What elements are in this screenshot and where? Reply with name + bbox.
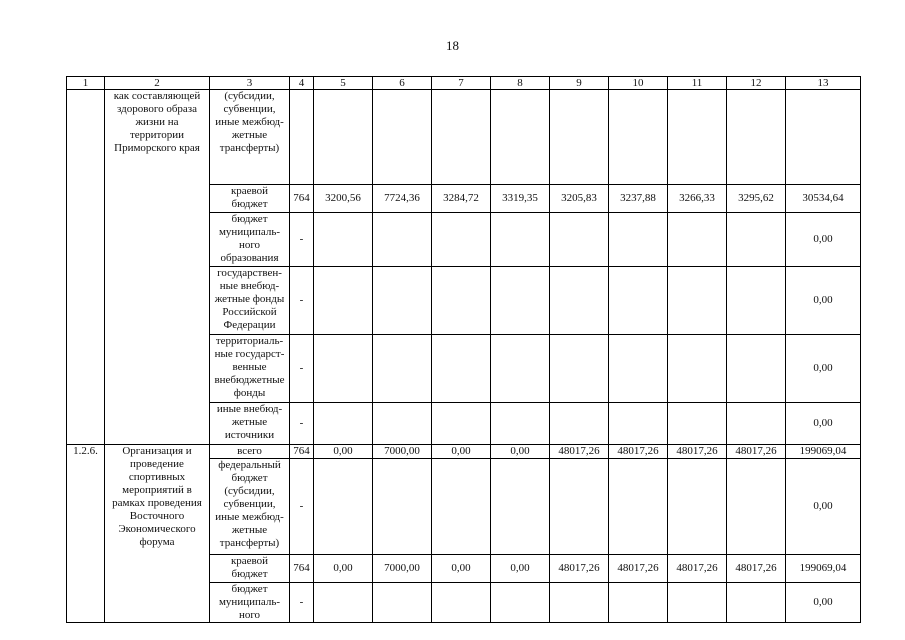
value-cell xyxy=(314,583,373,623)
value-cell xyxy=(314,213,373,267)
column-header: 11 xyxy=(668,77,727,90)
value-cell: 0,00 xyxy=(786,267,861,335)
value-cell: 48017,26 xyxy=(668,445,727,459)
value-cell: 0,00 xyxy=(491,445,550,459)
value-cell: 48017,26 xyxy=(727,445,786,459)
value-cell: 0,00 xyxy=(786,403,861,445)
value-cell xyxy=(727,335,786,403)
code-cell: - xyxy=(290,459,314,555)
value-cell xyxy=(314,335,373,403)
value-cell xyxy=(432,213,491,267)
value-cell xyxy=(550,583,609,623)
column-header: 12 xyxy=(727,77,786,90)
value-cell xyxy=(373,90,432,185)
value-cell xyxy=(432,583,491,623)
value-cell: 7724,36 xyxy=(373,185,432,213)
value-cell xyxy=(432,403,491,445)
value-cell: 48017,26 xyxy=(550,445,609,459)
value-cell xyxy=(727,583,786,623)
value-cell: 0,00 xyxy=(314,555,373,583)
funding-source-cell: бюджет муниципаль- ного xyxy=(210,583,290,623)
funding-source-cell: государствен- ные внебюд- жетные фонды Российской Федерации xyxy=(210,267,290,335)
value-cell xyxy=(432,90,491,185)
value-cell: 199069,04 xyxy=(786,445,861,459)
value-cell xyxy=(609,403,668,445)
value-cell: 0,00 xyxy=(314,445,373,459)
value-cell: 48017,26 xyxy=(668,555,727,583)
code-cell: 764 xyxy=(290,185,314,213)
value-cell xyxy=(609,90,668,185)
value-cell: 48017,26 xyxy=(609,445,668,459)
value-cell: 3200,56 xyxy=(314,185,373,213)
value-cell: 0,00 xyxy=(432,445,491,459)
funding-source-cell: иные внебюд- жетные источники xyxy=(210,403,290,445)
code-cell: - xyxy=(290,583,314,623)
item-number-cell xyxy=(67,90,105,445)
code-cell: - xyxy=(290,335,314,403)
value-cell xyxy=(550,267,609,335)
value-cell xyxy=(314,459,373,555)
value-cell xyxy=(550,403,609,445)
code-cell: 764 xyxy=(290,555,314,583)
funding-source-cell: краевой бюджет xyxy=(210,555,290,583)
funding-source-cell: (субсидии, субвенции, иные межбюд- жетные трансферты) xyxy=(210,90,290,185)
value-cell xyxy=(727,90,786,185)
code-cell: - xyxy=(290,213,314,267)
value-cell: 48017,26 xyxy=(727,555,786,583)
value-cell: 3295,62 xyxy=(727,185,786,213)
item-name-cell: как составляющей здорового образа жизни на территории Приморского края xyxy=(105,90,210,445)
column-header: 4 xyxy=(290,77,314,90)
value-cell xyxy=(314,90,373,185)
value-cell xyxy=(727,213,786,267)
value-cell xyxy=(432,267,491,335)
value-cell xyxy=(491,403,550,445)
value-cell xyxy=(609,583,668,623)
page-number: 18 xyxy=(446,38,459,53)
value-cell: 48017,26 xyxy=(609,555,668,583)
value-cell xyxy=(727,403,786,445)
value-cell xyxy=(373,459,432,555)
value-cell: 0,00 xyxy=(786,335,861,403)
value-cell: 0,00 xyxy=(432,555,491,583)
code-cell xyxy=(290,90,314,185)
funding-source-cell: территориаль- ные государст- венные внебюджетные фонды xyxy=(210,335,290,403)
code-cell: 764 xyxy=(290,445,314,459)
column-header: 3 xyxy=(210,77,290,90)
column-header: 10 xyxy=(609,77,668,90)
value-cell: 3284,72 xyxy=(432,185,491,213)
value-cell xyxy=(609,335,668,403)
value-cell: 3266,33 xyxy=(668,185,727,213)
column-header: 9 xyxy=(550,77,609,90)
value-cell xyxy=(550,459,609,555)
value-cell: 0,00 xyxy=(786,583,861,623)
value-cell: 3319,35 xyxy=(491,185,550,213)
item-name-cell: Организация и проведение спортивных мероприятий в рамках проведения Восточного Экономического форума xyxy=(105,445,210,623)
value-cell xyxy=(727,267,786,335)
value-cell xyxy=(727,459,786,555)
funding-source-cell: федеральный бюджет (субсидии, субвенции, иные межбюд- жетные трансферты) xyxy=(210,459,290,555)
value-cell xyxy=(668,90,727,185)
column-header: 13 xyxy=(786,77,861,90)
column-header: 2 xyxy=(105,77,210,90)
table-row xyxy=(67,445,861,459)
value-cell xyxy=(373,335,432,403)
item-number-cell: 1.2.6. xyxy=(67,445,105,623)
value-cell xyxy=(314,403,373,445)
value-cell xyxy=(432,459,491,555)
funding-source-cell: бюджет муниципаль- ного образования xyxy=(210,213,290,267)
value-cell xyxy=(491,267,550,335)
value-cell xyxy=(786,90,861,185)
column-header: 5 xyxy=(314,77,373,90)
value-cell: 30534,64 xyxy=(786,185,861,213)
value-cell xyxy=(550,213,609,267)
value-cell: 7000,00 xyxy=(373,555,432,583)
value-cell: 3205,83 xyxy=(550,185,609,213)
value-cell: 0,00 xyxy=(786,213,861,267)
value-cell: 0,00 xyxy=(786,459,861,555)
value-cell xyxy=(491,459,550,555)
value-cell: 199069,04 xyxy=(786,555,861,583)
value-cell: 0,00 xyxy=(491,555,550,583)
value-cell: 48017,26 xyxy=(550,555,609,583)
value-cell xyxy=(373,213,432,267)
code-cell: - xyxy=(290,403,314,445)
header-row xyxy=(67,77,861,90)
funding-source-cell: краевой бюджет xyxy=(210,185,290,213)
value-cell: 7000,00 xyxy=(373,445,432,459)
value-cell xyxy=(668,583,727,623)
value-cell xyxy=(491,213,550,267)
value-cell xyxy=(491,583,550,623)
column-header: 1 xyxy=(67,77,105,90)
code-cell: - xyxy=(290,267,314,335)
column-header: 6 xyxy=(373,77,432,90)
table-row xyxy=(67,90,861,185)
value-cell xyxy=(373,583,432,623)
value-cell xyxy=(373,403,432,445)
funding-source-cell: всего xyxy=(210,445,290,459)
value-cell xyxy=(432,335,491,403)
value-cell xyxy=(609,267,668,335)
value-cell xyxy=(668,213,727,267)
value-cell xyxy=(314,267,373,335)
value-cell: 3237,88 xyxy=(609,185,668,213)
value-cell xyxy=(668,335,727,403)
value-cell xyxy=(491,90,550,185)
value-cell xyxy=(668,267,727,335)
value-cell xyxy=(609,459,668,555)
value-cell xyxy=(550,90,609,185)
column-header: 8 xyxy=(491,77,550,90)
value-cell xyxy=(373,267,432,335)
column-header: 7 xyxy=(432,77,491,90)
value-cell xyxy=(668,403,727,445)
value-cell xyxy=(609,213,668,267)
value-cell xyxy=(550,335,609,403)
value-cell xyxy=(668,459,727,555)
value-cell xyxy=(491,335,550,403)
budget-table xyxy=(66,76,861,623)
